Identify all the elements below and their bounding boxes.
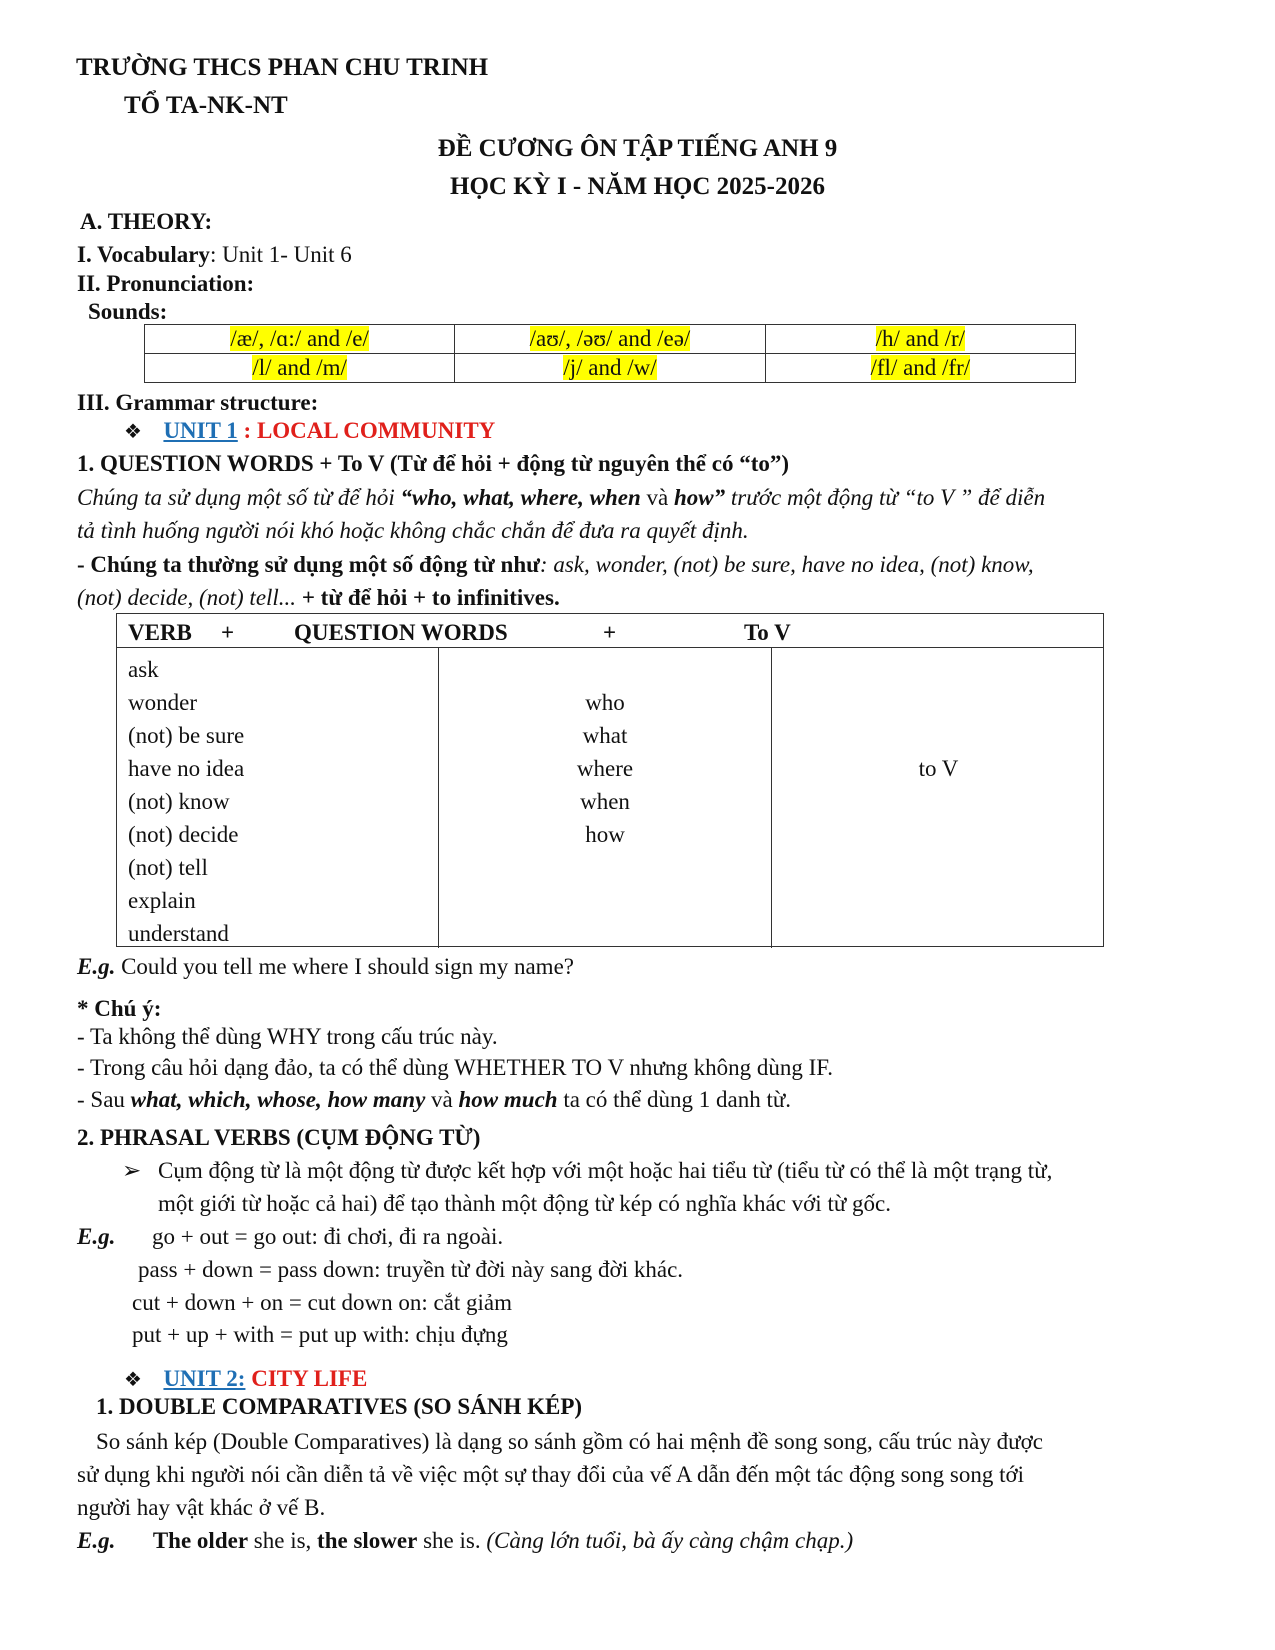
example-line: E.g. The older she is, the slower she is. (Càng lớn tuổi, bà ấy càng chậm chạp.) (77, 1528, 854, 1553)
header-plus: + (603, 620, 617, 645)
table-cell: /l/ and /m/ (145, 354, 455, 383)
arrow-bullet-icon: ➢ (122, 1158, 142, 1183)
table-row (145, 354, 1076, 383)
list-item: what (582, 723, 628, 748)
sounds-table (144, 324, 1076, 383)
unit2-heading (124, 1367, 367, 1390)
example-item: go + out = go out: đi chơi, đi ra ngoài. (152, 1224, 504, 1249)
diamond-bullet-icon: ❖ (124, 1369, 142, 1391)
list-item: when (580, 789, 630, 814)
grammar-heading: III. Grammar structure: (77, 390, 319, 415)
document-subtitle: HỌC KỲ I - NĂM HỌC 2025-2026 (450, 173, 825, 200)
list-item: ask (128, 657, 159, 682)
unit1-heading (124, 419, 495, 442)
list-item: wonder (128, 690, 197, 715)
table-cell: /j/ and /w/ (455, 354, 765, 383)
vocabulary-line (77, 243, 352, 266)
department-name: TỔ TA-NK-NT (124, 92, 288, 119)
question-words-column (439, 648, 772, 948)
paragraph-line: người hay vật khác ở vế B. (77, 1495, 326, 1520)
table-cell: /aʊ/, /əʊ/ and /eə/ (455, 325, 765, 354)
to-v-column (772, 648, 1105, 948)
header-plus: + (221, 620, 235, 645)
paragraph-line: Chúng ta sử dụng một số từ để hỏi “who, what, where, when và how” trước một động từ “to V ” để diễn (77, 485, 1046, 510)
note-title: * Chú ý: (77, 996, 162, 1021)
paragraph-line: tả tình huống người nói khó hoặc không chắc chắn để đưa ra quyết định. (77, 518, 749, 543)
note-item: - Ta không thể dùng WHY trong cấu trúc này. (77, 1024, 498, 1049)
sounds-label: Sounds: (88, 299, 168, 324)
example-item: put + up + with = put up with: chịu đựng (132, 1322, 508, 1347)
list-item: understand (128, 921, 229, 946)
to-v-text: to V (918, 756, 959, 781)
paragraph-line: - Chúng ta thường sử dụng một số động từ như: ask, wonder, (not) be sure, have no idea, (not) know, (77, 552, 1034, 577)
table-cell: /fl/ and /fr/ (765, 354, 1075, 383)
unit1-title: : LOCAL COMMUNITY (237, 418, 496, 443)
verbs-column (117, 648, 439, 948)
header-to-v: To V (744, 620, 791, 645)
note-item: - Sau what, which, whose, how many và how much ta có thể dùng 1 danh từ. (77, 1087, 792, 1112)
paragraph-line: Cụm động từ là một động từ được kết hợp với một hoặc hai tiểu từ (tiểu từ có thể là một trạng từ, (158, 1158, 1053, 1183)
list-item: explain (128, 888, 196, 913)
section-title-question-words: 1. QUESTION WORDS + To V (Từ để hỏi + động từ nguyên thể có “to”) (77, 451, 790, 476)
question-words-table (116, 613, 1104, 947)
example-label: E.g. (77, 1224, 116, 1249)
example-item: pass + down = pass down: truyền từ đời này sang đời khác. (138, 1257, 684, 1282)
unit2-label: UNIT 2: (163, 1366, 246, 1391)
note-item: - Trong câu hỏi dạng đảo, ta có thể dùng WHETHER TO V nhưng không dùng IF. (77, 1055, 833, 1080)
header-verb: VERB (128, 620, 192, 645)
paragraph-line: một giới từ hoặc cả hai) để tạo thành một động từ kép có nghĩa khác với từ gốc. (158, 1191, 892, 1216)
example-item: cut + down + on = cut down on: cắt giảm (132, 1290, 513, 1315)
section-title-double-comparatives: 1. DOUBLE COMPARATIVES (SO SÁNH KÉP) (96, 1394, 583, 1419)
paragraph-line: So sánh kép (Double Comparatives) là dạng so sánh gồm có hai mệnh đề song song, cấu trúc này được (96, 1429, 1043, 1454)
list-item: where (576, 756, 634, 781)
list-item: (not) be sure (128, 723, 245, 748)
theory-heading: A. THEORY: (80, 209, 213, 234)
header-question-words: QUESTION WORDS (294, 620, 508, 645)
example-line: E.g. Could you tell me where I should sign my name? (77, 954, 574, 979)
list-item: have no idea (128, 756, 245, 781)
list-item: (not) decide (128, 822, 239, 847)
paragraph-line: (not) decide, (not) tell... + từ để hỏi + to infinitives. (77, 585, 560, 610)
table-cell: /h/ and /r/ (765, 325, 1075, 354)
table-row (145, 325, 1076, 354)
table-header (117, 614, 1103, 648)
vocabulary-value: : Unit 1- Unit 6 (209, 242, 352, 267)
list-item: (not) know (128, 789, 230, 814)
list-item: how (585, 822, 625, 847)
section-title-phrasal-verbs: 2. PHRASAL VERBS (CỤM ĐỘNG TỪ) (77, 1125, 481, 1150)
document-title: ĐỀ CƯƠNG ÔN TẬP TIẾNG ANH 9 (437, 135, 838, 162)
unit1-label: UNIT 1 (163, 418, 238, 443)
paragraph-line: sử dụng khi người nói cần diễn tả về việc một sự thay đổi của vế A dẫn đến một tác động song song tới (77, 1462, 1025, 1487)
list-item: who (585, 690, 625, 715)
vocabulary-label: I. Vocabulary (77, 242, 210, 267)
pronunciation-heading: II. Pronunciation: (77, 271, 255, 296)
diamond-bullet-icon: ❖ (124, 421, 142, 443)
unit2-title: CITY LIFE (245, 1366, 368, 1391)
school-name: TRƯỜNG THCS PHAN CHU TRINH (76, 54, 489, 81)
table-cell: /æ/, /ɑ:/ and /e/ (145, 325, 455, 354)
list-item: (not) tell (128, 855, 208, 880)
